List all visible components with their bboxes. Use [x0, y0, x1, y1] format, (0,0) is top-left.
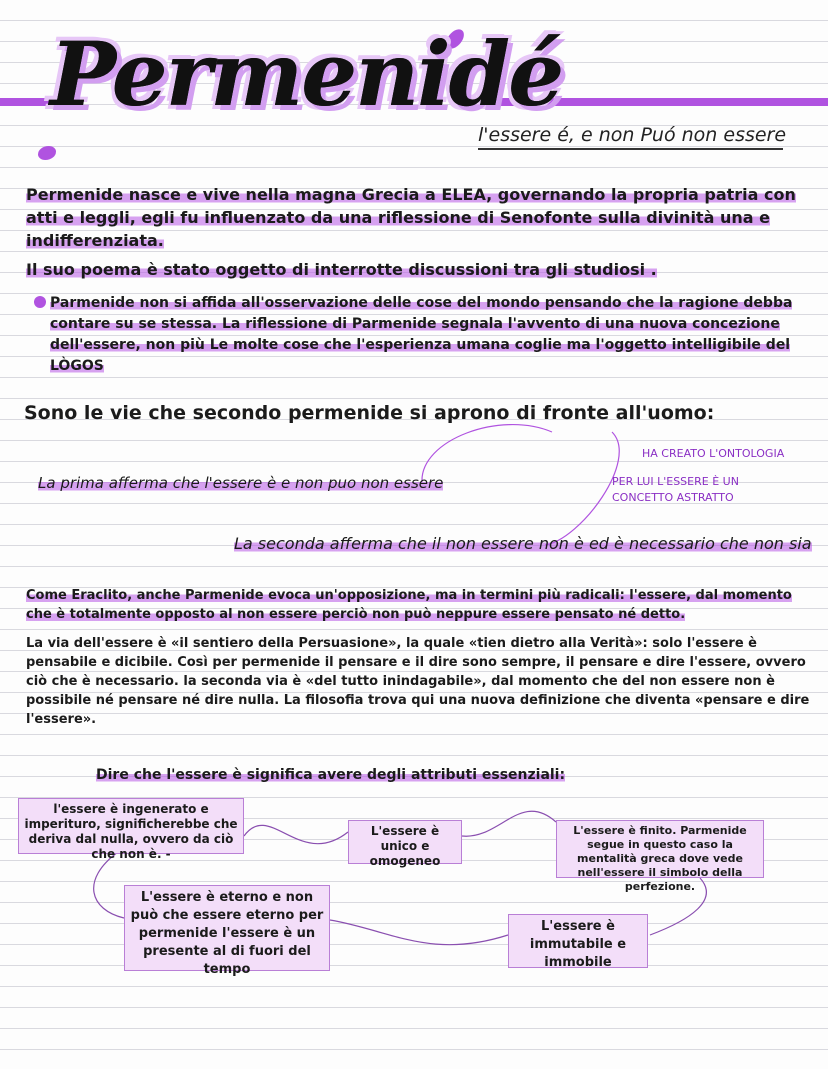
attribute-unico: L'essere è unico e omogeneo [348, 820, 462, 864]
connector-ingenerato-unico [244, 825, 348, 843]
attribute-finito: L'essere è finito. Parmenide segue in questo caso la mentalità greca dove vede nell'essere il simbolo della perfezione. [556, 820, 764, 878]
via-seconda: La seconda afferma che il non essere non è ed è necessario che non sia [234, 534, 812, 553]
via-prima: La prima afferma che l'essere è e non puo non essere [38, 474, 444, 492]
bullet-dot [34, 296, 46, 308]
poem-text: Il suo poema è stato oggetto di interrotte discussioni tra gli studiosi . [26, 260, 657, 279]
poem-paragraph [26, 258, 811, 281]
attribute-eterno: L'essere è eterno e non può che essere eterno per permenide l'essere è un presente al di fuori del tempo [124, 885, 330, 971]
side-note [612, 446, 812, 506]
side-note-ontologia: HA CREATO L'ONTOLOGIA [642, 447, 785, 460]
connector-eterno-immutabile [330, 920, 508, 945]
attribute-immutabile: L'essere è immutabile e immobile [508, 914, 648, 968]
connector-unico-finito [462, 811, 556, 836]
vie-paragraph [26, 634, 816, 729]
connector-note-via2 [545, 432, 619, 545]
subtitle: l'essere é, e non Puó non essere [478, 124, 787, 146]
vie-heading: Sono le vie che secondo permenide si aprono di fronte all'uomo: [24, 402, 715, 424]
attributes-heading-text: Dire che l'essere è significa avere degli attributi essenziali: [96, 767, 566, 783]
attributes-heading [96, 767, 565, 783]
attribute-ingenerato: l'essere è ingenerato e imperituro, significherebbe che deriva dal nulla, ovvero da ciò che non è. - [18, 798, 244, 854]
bullet-text: Parmenide non si affida all'osservazione delle cose del mondo pensando che la ragione debba contare su se stessa. La riflessione di Parmenide segnala l'avvento di una nuova concezione dell'essere, non più Le molte cose che l'esperienza umana coglie ma l'oggetto intelligibile del LÒGOS [50, 295, 793, 374]
intro-paragraph [26, 183, 811, 252]
intro-text: Permenide nasce e vive nella magna Grecia a ELEA, governando la propria patria con atti e leggli, egli fu influenzato da una riflessione di Senofonte sulla divinità una e indifferenziata. [26, 185, 796, 250]
side-note-concetto: PER LUI L'ESSERE È UN CONCETTO ASTRATTO [612, 475, 739, 504]
eraclito-paragraph [26, 586, 816, 624]
eraclito-text: Come Eraclito, anche Parmenide evoca un'opposizione, ma in termini più radicali: l'essere, dal momento che è totalmente opposto al non essere perciò non può neppure essere pensato né detto. [26, 588, 792, 622]
title-band-left [0, 98, 52, 106]
subtitle-underline [478, 148, 783, 150]
page-title: Permenidé [50, 22, 563, 126]
bullet-paragraph [50, 293, 810, 377]
vie-text: La via dell'essere è «il sentiero della Persuasione», la quale «tien dietro alla Verità»: solo l'essere è pensabile e dicibile. Così per permenide il pensare e il dire sono sempre, il pensare e dire l'essere, ovvero ciò che è necessario. la seconda via è «del tutto inindagabile», dal momento che del non essere non è possibile né pensare né dire nulla. La filosofia trova qui una nuova definizione che diventa «pensare e dire l'essere». [26, 636, 810, 727]
